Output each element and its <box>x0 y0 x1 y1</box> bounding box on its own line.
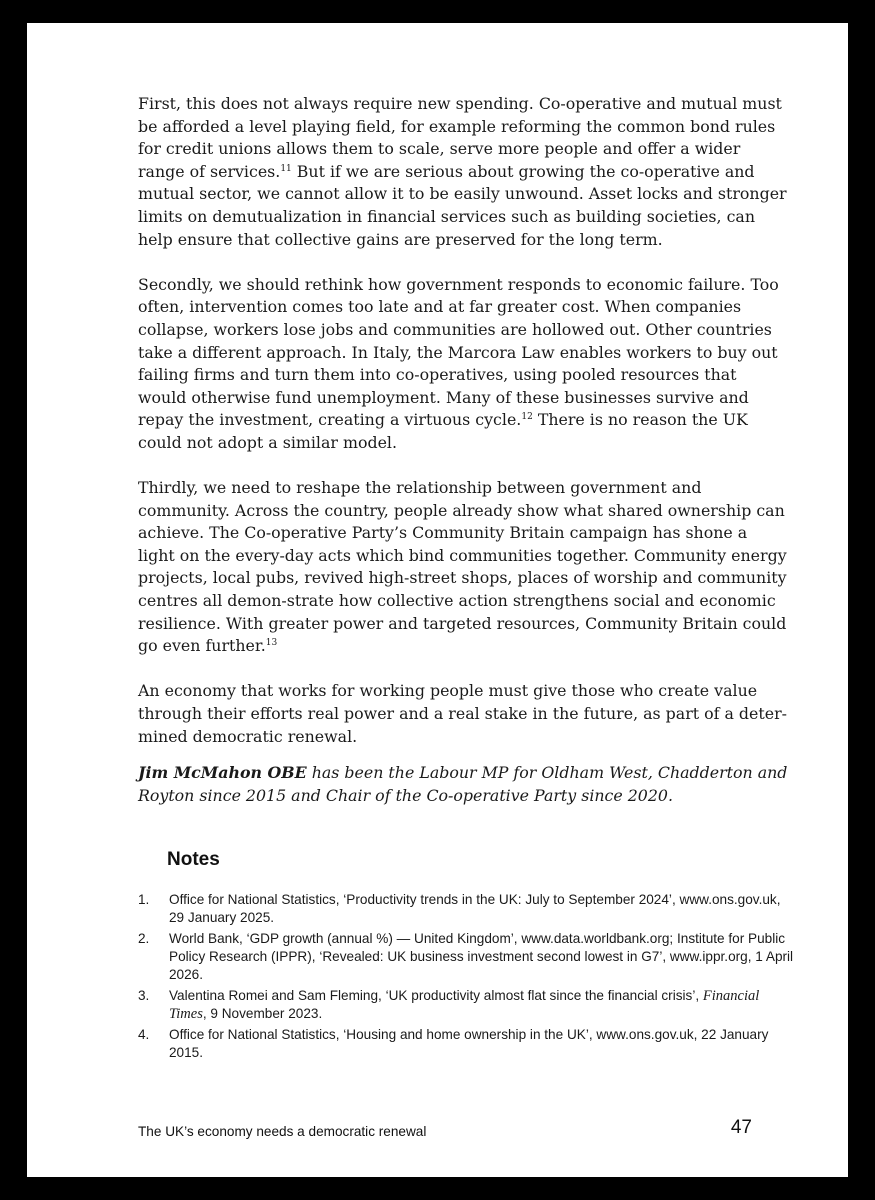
paragraph-4: An economy that works for working people must give those who create value through their efforts real power and a real stake in the future, as part of a deter-mined democratic renewal. <box>138 681 787 746</box>
paragraph-1: First, this does not always require new spending. Co-operative and mutual must be afforded a level playing field, for example reforming the common bond rules for credit unions allows them to scale, serve more people and offer a wider range of services.$^{11}$ But if we are serious about growing the co-operative and mutual sector, we cannot allow it to be easily unwound. Asset locks and stronger limits on demutualization in financial services such as building societies, can help ensure that collective gains are preserved for the long term. <box>138 94 787 249</box>
footnote-ref-11[interactable]: 11 <box>280 163 292 174</box>
author-name: Jim McMahon OBE <box>138 763 307 782</box>
notes-list <box>138 891 798 1065</box>
running-footer-title: The UK’s economy needs a democratic renewal <box>138 1124 427 1139</box>
note-number: 1. <box>138 892 150 907</box>
author-bio-text: has been the Labour MP for Oldham West, Chadderton and Royton since 2015 and Chair of the Co-operative Party since 2020. <box>138 763 788 805</box>
note-text: Office for National Statistics, ‘Housing and home ownership in the UK’, www.ons.gov.uk, 22 January 2015. <box>169 1027 769 1060</box>
page-number: 47 <box>730 1117 752 1138</box>
paragraph-2: Secondly, we should rethink how government responds to economic failure. Too often, intervention comes too late and at far greater cost. When companies collapse, workers lose jobs and communities are hollowed out. Other countries take a different approach. In Italy, the Marcora Law enables workers to buy out failing firms and turn them into co-operatives, using pooled resources that would otherwise fund unemployment. Many of these businesses survive and repay the investment, creating a virtuous cycle.$^{12}$ There is no reason the UK could not adopt a similar model. <box>138 274 779 452</box>
note-item <box>138 891 798 927</box>
note-number: 3. <box>138 988 150 1003</box>
notes-heading: Notes <box>167 849 220 870</box>
note-number: 2. <box>138 931 150 946</box>
note-item <box>138 930 798 984</box>
footnote-ref-13[interactable]: 13 <box>265 638 278 649</box>
article-body <box>138 93 788 771</box>
note-text: Office for National Statistics, ‘Productivity trends in the UK: July to September 2024’, www.ons.gov.uk, 29 January 2025. <box>169 892 781 925</box>
paragraph-3: Thirdly, we need to reshape the relationship between government and community. Across the country, people already show what shared ownership can achieve. The Co-operative Party’s Community Britain campaign has shone a light on the every-day acts which bind communities together. Community energy projects, local pubs, revived high-street shops, places of worship and community centres all demon-strate how collective action strengthens social and economic resilience. With greater power and targeted resources, Community Britain could go even further.$^{13}$ <box>138 478 787 656</box>
note-item <box>138 1026 798 1062</box>
note-item <box>138 987 798 1023</box>
author-bio <box>138 762 788 807</box>
note-text: World Bank, ‘GDP growth (annual %) — United Kingdom’, www.data.worldbank.org; Institute for Public Policy Research (IPPR), ‘Revealed: UK business investment second lowest in G7’, www.ippr.org, 1 April 2026. <box>169 931 794 982</box>
document-page <box>27 23 848 1177</box>
publication-title: Financial Times <box>169 988 760 1022</box>
note-text: Valentina Romei and Sam Fleming, ‘UK productivity almost flat since the financial crisis’, Financial Times, 9 November 2023. <box>169 988 760 1022</box>
footnote-ref-12[interactable]: 12 <box>521 412 533 423</box>
note-number: 4. <box>138 1027 150 1042</box>
